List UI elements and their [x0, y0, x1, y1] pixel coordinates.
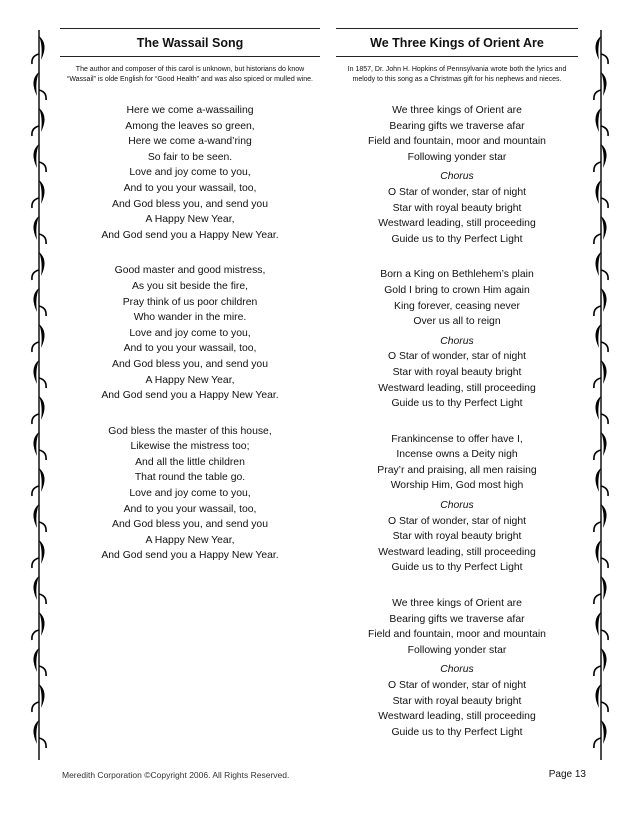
vine-tendril [39, 234, 46, 244]
three-kings-column [336, 28, 578, 740]
wassail-lyrics [60, 103, 320, 564]
vine-tendril [32, 54, 39, 64]
lyric-line: Guide us to thy Perfect Light [391, 233, 523, 245]
lyric-line: And God send you a Happy New Year. [101, 390, 279, 402]
lyric-line: Who wander in the mire. [133, 312, 247, 324]
lyric-line: And all the little children [135, 456, 245, 468]
vine-leaf [33, 360, 39, 384]
title-rule-top [336, 28, 578, 29]
vine-leaf [39, 180, 45, 204]
vine-leaf [39, 252, 45, 276]
vine-tendril [601, 126, 608, 136]
vine-leaf [595, 468, 601, 492]
lyric-line: Here we come a-wand’ring [128, 136, 252, 148]
vine-leaf [39, 108, 45, 132]
vine-tendril [601, 198, 608, 208]
lyric-line: Love and joy come to you, [129, 488, 251, 500]
vine-tendril [39, 666, 46, 676]
vine-tendril [601, 702, 608, 712]
vine-tendril [601, 558, 608, 568]
lyric-line: Born a King on Bethlehem’s plain [380, 269, 534, 281]
lyric-line: And God bless you, and send you [112, 519, 268, 531]
vine-leaf [595, 324, 601, 348]
vine-tendril [39, 450, 46, 460]
vine-leaf [39, 36, 45, 60]
vine-tendril [32, 414, 39, 424]
right-vine-border [590, 30, 612, 760]
song-intro: In 1857, Dr. John H. Hopkins of Pennsylvania wrote both the lyrics and melody to this song as a Christmas gift for his nephews and nieces. [347, 66, 567, 83]
lyric-line: Field and fountain, moor and mountain [368, 136, 546, 148]
copyright-notice: Meredith Corporation ©Copyright 2006. All Rights Reserved. [62, 770, 290, 780]
vine-leaf [39, 324, 45, 348]
lyric-line: And God send you a Happy New Year. [101, 229, 279, 241]
song-title: The Wassail Song [136, 36, 244, 50]
vine-leaf [601, 648, 607, 672]
lyric-line: And God bless you, and send you [112, 358, 268, 370]
lyric-line: Incense owns a Deity nigh [396, 449, 518, 461]
lyric-line: And to you your wassail, too, [123, 182, 257, 194]
lyric-line: And God send you a Happy New Year. [101, 550, 279, 562]
vine-leaf [33, 216, 39, 240]
stanza [60, 424, 320, 564]
vine-tendril [32, 702, 39, 712]
stanza [60, 103, 320, 243]
lyric-line: Over us all to reign [413, 316, 501, 328]
vine-leaf [39, 612, 45, 636]
vine-tendril [32, 342, 39, 352]
lyric-line: Love and joy come to you, [129, 327, 251, 339]
vine-tendril [39, 90, 46, 100]
vine-tendril [601, 630, 608, 640]
lyric-line: Following yonder star [407, 151, 507, 163]
stanza [60, 263, 320, 403]
vine-leaf [39, 468, 45, 492]
vine-leaf [601, 216, 607, 240]
chorus [336, 662, 578, 740]
vine-tendril [39, 738, 46, 748]
vine-tendril [601, 486, 608, 496]
vine-tendril [32, 630, 39, 640]
lyric-line: Following yonder star [407, 644, 507, 656]
lyric-line: O Star of wonder, star of night [387, 351, 527, 363]
lyric-line: So fair to be seen. [147, 151, 233, 163]
vine-leaf [33, 288, 39, 312]
vine-tendril [594, 378, 601, 388]
lyric-line: Love and joy come to you, [129, 167, 251, 179]
song-intro: The author and composer of this carol is unknown, but historians do know “Wassail” is olde English for “Good Health” and was also spiced or mulled wine. [66, 66, 313, 83]
verse [336, 432, 578, 494]
lyric-line: And God bless you, and send you [112, 198, 268, 210]
lyric-line: Star with royal beauty bright [392, 695, 522, 707]
vine-tendril [594, 738, 601, 748]
vine-leaf [39, 684, 45, 708]
vine-leaf [595, 180, 601, 204]
vine-leaf [595, 612, 601, 636]
vine-leaf [601, 504, 607, 528]
song-title: We Three Kings of Orient Are [370, 36, 544, 50]
vine-tendril [32, 486, 39, 496]
lyric-line: And to you your wassail, too, [123, 503, 257, 515]
lyric-line: Bearing gifts we traverse afar [389, 120, 525, 132]
lyric-line: Worship Him, God most high [390, 480, 524, 492]
lyric-line: A Happy New Year, [145, 534, 235, 546]
vine-leaf [33, 576, 39, 600]
lyric-line: Star with royal beauty bright [392, 531, 522, 543]
vine-tendril [601, 414, 608, 424]
vine-leaf [595, 684, 601, 708]
wassail-song-column [60, 28, 320, 564]
vine-leaf [601, 360, 607, 384]
vine-tendril [594, 666, 601, 676]
lyric-line: O Star of wonder, star of night [387, 186, 527, 198]
vine-tendril [594, 162, 601, 172]
vine-leaf [33, 144, 39, 168]
vine-leaf [601, 72, 607, 96]
chorus [336, 498, 578, 576]
lyric-line: We three kings of Orient are [392, 598, 522, 610]
lyric-line: Good master and good mistress, [114, 265, 266, 277]
vine-tendril [594, 234, 601, 244]
lyric-line: Bearing gifts we traverse afar [389, 613, 525, 625]
vine-leaf [33, 720, 39, 744]
title-rule-bottom [60, 56, 320, 57]
vine-leaf [39, 396, 45, 420]
vine-leaf [601, 144, 607, 168]
lyric-line: Star with royal beauty bright [392, 366, 522, 378]
chorus [336, 169, 578, 247]
lyric-line: Guide us to thy Perfect Light [391, 562, 523, 574]
vine-tendril [594, 450, 601, 460]
vine-leaf [33, 72, 39, 96]
vine-leaf [601, 720, 607, 744]
verse [336, 596, 578, 658]
vine-tendril [32, 126, 39, 136]
vine-tendril [39, 306, 46, 316]
vine-tendril [601, 270, 608, 280]
vine-leaf [601, 576, 607, 600]
lyric-line: King forever, ceasing never [394, 300, 520, 312]
lyric-line: Star with royal beauty bright [392, 202, 522, 214]
vine-leaf [595, 108, 601, 132]
lyric-line: Here we come a-wassailing [126, 105, 254, 116]
chorus-label: Chorus [440, 335, 474, 347]
lyric-line: Frankincense to offer have I, [391, 433, 523, 445]
vine-tendril [39, 594, 46, 604]
vine-tendril [594, 90, 601, 100]
chorus-label: Chorus [440, 171, 474, 183]
lyric-line: Westward leading, still proceeding [378, 546, 536, 558]
vine-leaf [601, 432, 607, 456]
lyric-line: O Star of wonder, star of night [387, 515, 527, 527]
vine-tendril [32, 558, 39, 568]
lyric-line: A Happy New Year, [145, 214, 235, 226]
lyric-line: Pray think of us poor children [122, 296, 258, 308]
lyric-line: Likewise the mistress too; [130, 441, 250, 453]
chorus [336, 334, 578, 412]
lyric-line: A Happy New Year, [145, 374, 235, 386]
vine-leaf [595, 396, 601, 420]
vine-tendril [32, 270, 39, 280]
vine-tendril [594, 522, 601, 532]
vine-tendril [601, 342, 608, 352]
vine-tendril [39, 162, 46, 172]
chorus-label: Chorus [440, 500, 474, 512]
lyric-line: We three kings of Orient are [392, 105, 522, 116]
vine-leaf [601, 288, 607, 312]
vine-leaf [33, 648, 39, 672]
lyric-line: Pray’r and praising, all men raising [377, 464, 537, 476]
vine-leaf [33, 504, 39, 528]
lyric-line: O Star of wonder, star of night [387, 680, 527, 691]
vine-tendril [32, 198, 39, 208]
vine-leaf [33, 432, 39, 456]
lyric-line: And to you your wassail, too, [123, 343, 257, 355]
page-number: Page 13 [548, 769, 586, 780]
verse [336, 103, 578, 165]
vine-leaf [595, 252, 601, 276]
vine-leaf [595, 36, 601, 60]
vine-tendril [601, 54, 608, 64]
vine-tendril [594, 306, 601, 316]
lyric-line: Westward leading, still proceeding [378, 711, 536, 723]
vine-leaf [595, 540, 601, 564]
lyric-line: Among the leaves so green, [125, 120, 255, 132]
lyric-line: Gold I bring to crown Him again [384, 284, 530, 296]
lyric-line: Guide us to thy Perfect Light [391, 726, 523, 738]
lyric-line: Guide us to thy Perfect Light [391, 398, 523, 410]
lyric-line: That round the table go. [134, 472, 246, 484]
verse [336, 267, 578, 329]
vine-tendril [594, 594, 601, 604]
vine-leaf [39, 540, 45, 564]
title-rule-bottom [336, 56, 578, 57]
vine-tendril [39, 522, 46, 532]
lyric-line: Westward leading, still proceeding [378, 218, 536, 230]
left-vine-border [28, 30, 50, 760]
three-kings-lyrics [336, 103, 578, 740]
vine-tendril [39, 378, 46, 388]
lyric-line: As you sit beside the fire, [131, 280, 249, 292]
title-rule-top [60, 28, 320, 29]
lyric-line: God bless the master of this house, [108, 425, 272, 437]
chorus-label: Chorus [440, 664, 474, 676]
lyric-line: Westward leading, still proceeding [378, 382, 536, 394]
lyric-line: Field and fountain, moor and mountain [368, 629, 546, 641]
